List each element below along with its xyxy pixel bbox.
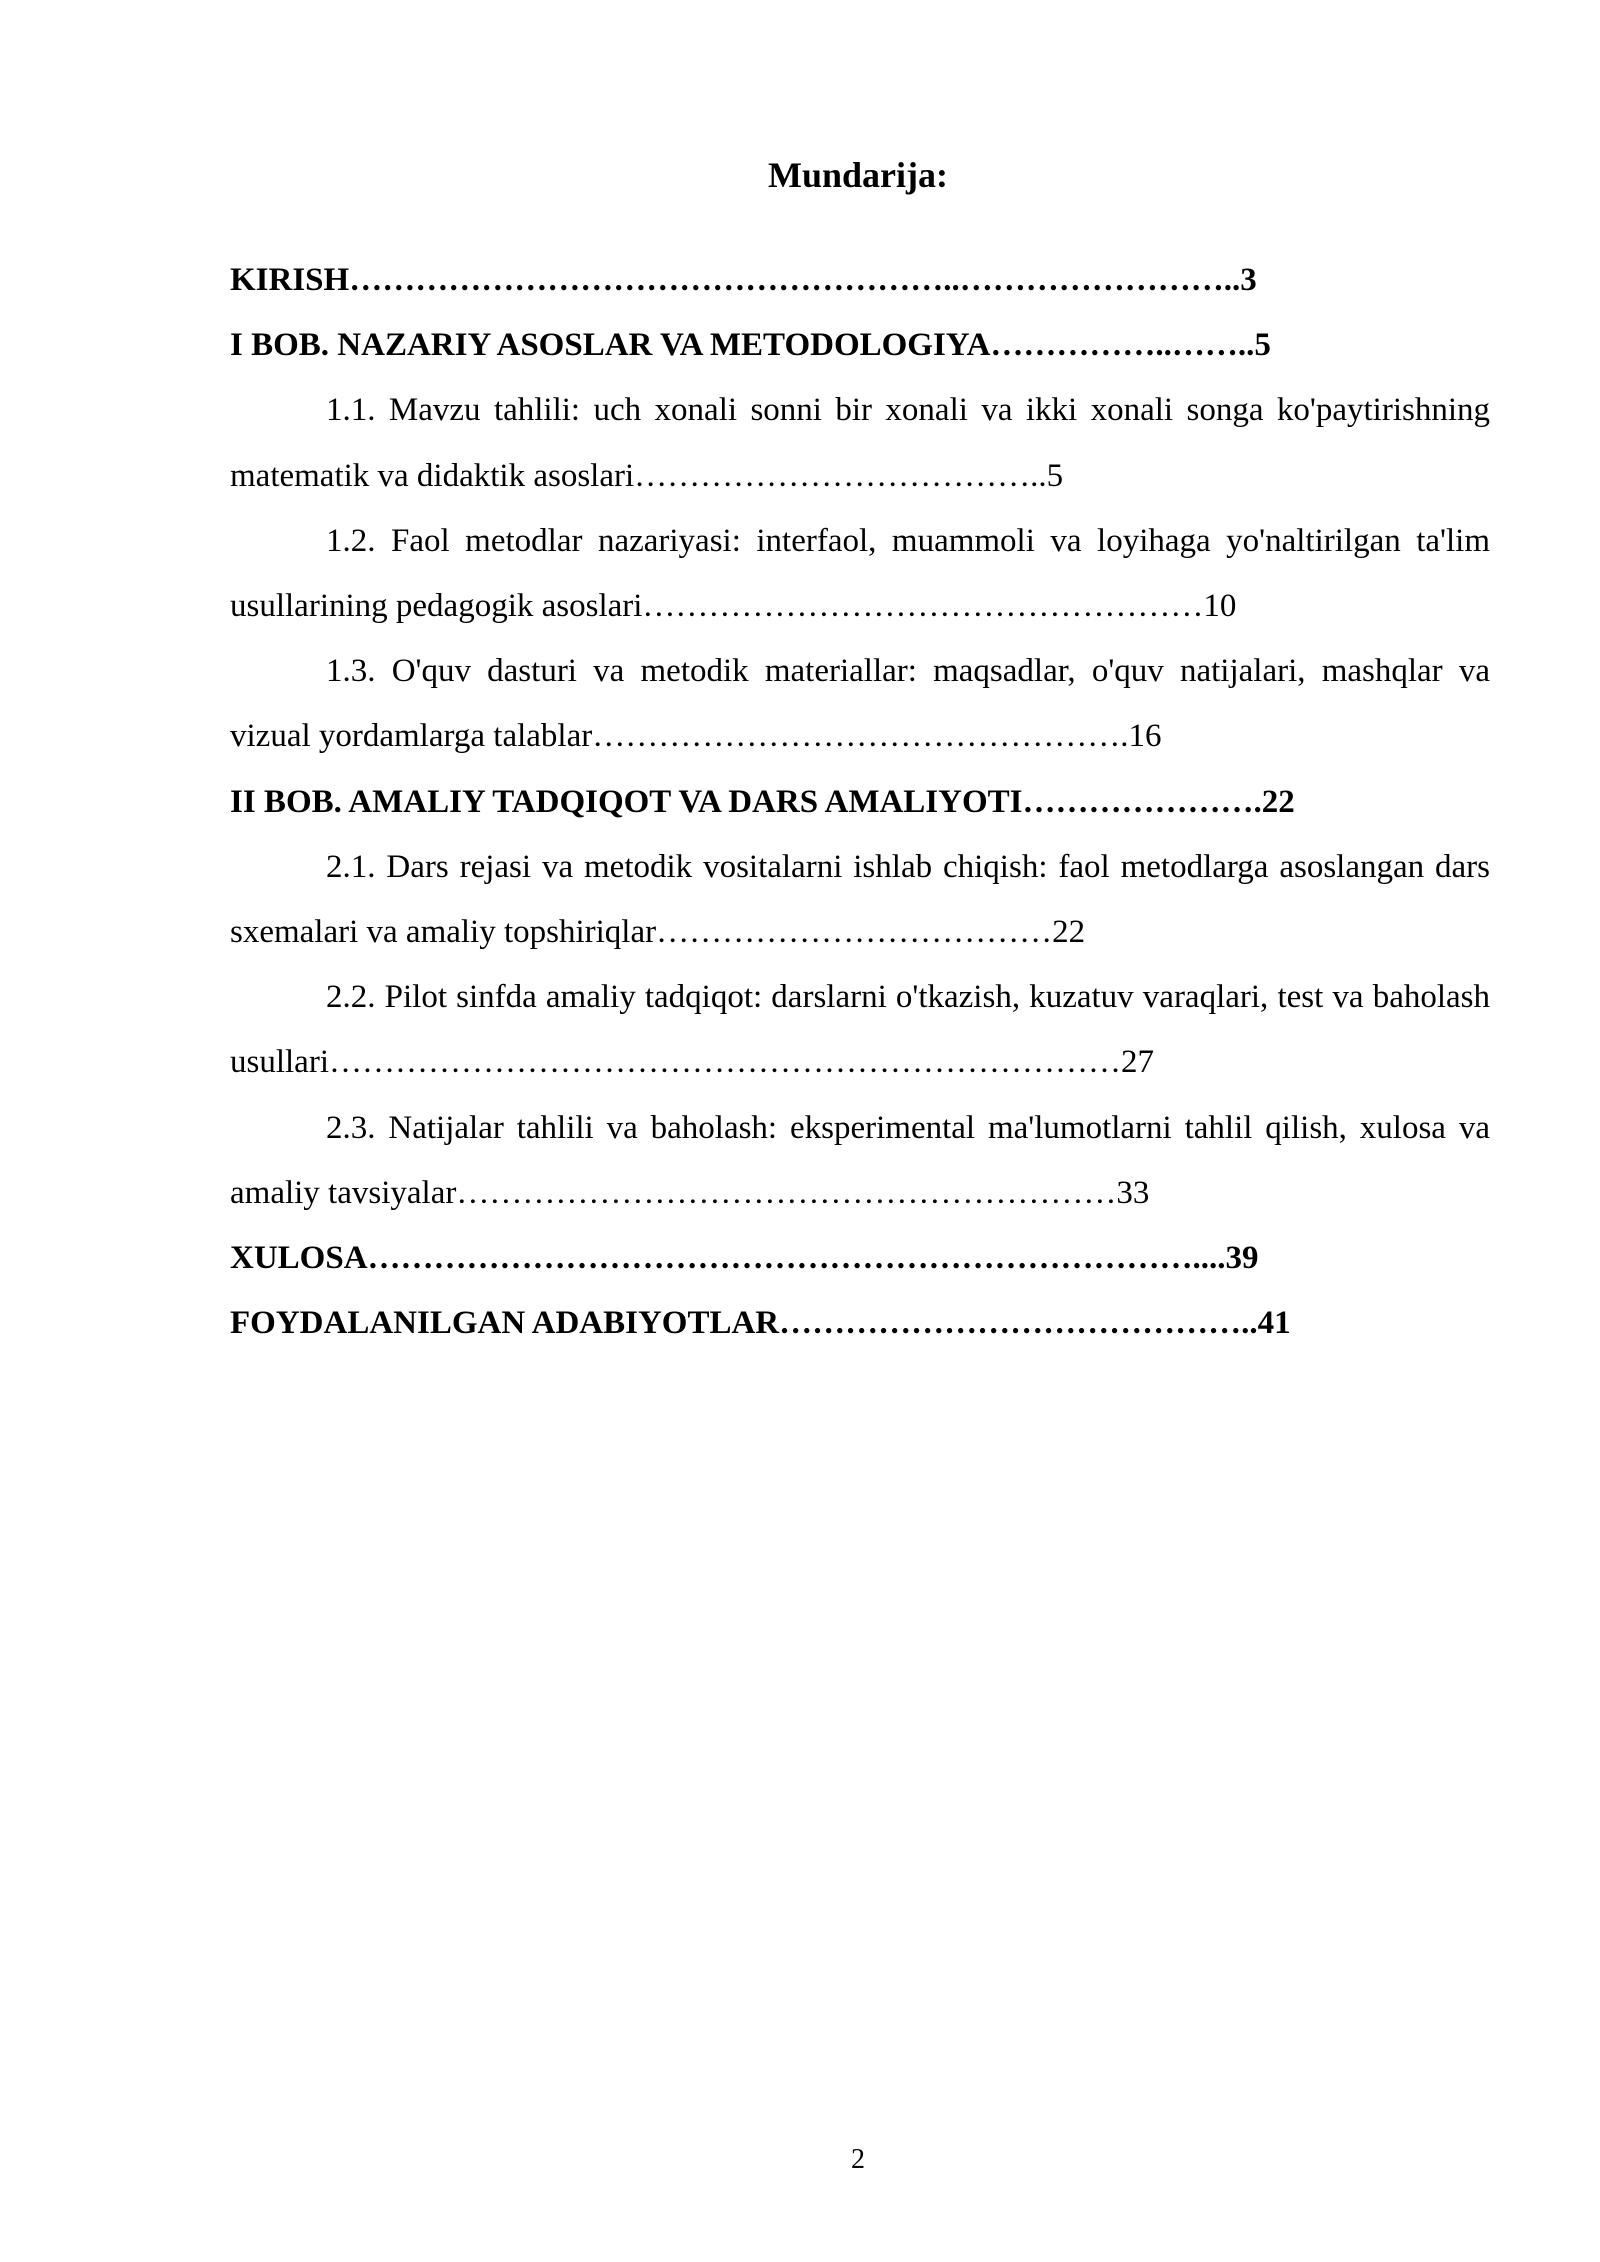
toc-entry-section-2-1: 2.1. Dars rejasi va metodik vositalarni ishlab chiqish: faol metodlarga asoslangan dars sxemalari va amaliy topshiriqlar………………………………22 [230, 848, 1490, 951]
table-of-contents [230, 248, 1490, 1356]
page-number: 2 [851, 2144, 865, 2175]
toc-entry-chapter-2: II BOB. AMALIY TADQIQOT VA DARS AMALIYOTI………………….22 [230, 783, 1295, 820]
toc-entry-section-2-3: 2.3. Natijalar tahlili va baholash: eksperimental ma'lumotlarni tahlil qilish, xulosa va amaliy tavsiyalar……………………………………………………33 [230, 1109, 1490, 1211]
toc-entry-section-1-3: 1.3. O'quv dasturi va metodik materiallar: maqsadlar, o'quv natijalari, mashqlar va vizual yordamlarga talablar………………………………………….16 [230, 653, 1490, 755]
toc-entry-xulosa: XULOSA…………………………………………………………………....39 [230, 1240, 1259, 1277]
toc-entry-references: FOYDALANILGAN ADABIYOTLAR……………………………………..41 [230, 1305, 1291, 1342]
toc-entry-section-1-1: 1.1. Mavzu tahlili: uch xonali sonni bir xonali va ikki xonali songa ko'paytirishning matematik va didaktik asoslari………………………………..5 [230, 392, 1490, 494]
toc-entry-chapter-1: I BOB. NAZARIY ASOSLAR VA METODOLOGIYA……………..……..5 [230, 327, 1271, 364]
toc-entry-section-1-2: 1.2. Faol metodlar nazariyasi: interfaol, muammoli va loyihaga yo'naltirilgan ta'lim usullarining pedagogik asoslari……………………………………………10 [230, 522, 1490, 625]
toc-entry-section-2-2: 2.2. Pilot sinfda amaliy tadqiqot: darslarni o'tkazish, kuzatuv varaqlari, test va baholash usullari………………………………………………………………27 [230, 979, 1490, 1081]
toc-heading: Mundarija: [768, 155, 948, 195]
toc-entry-kirish: KIRISH………………………………………………..……………………..3 [230, 262, 1257, 298]
